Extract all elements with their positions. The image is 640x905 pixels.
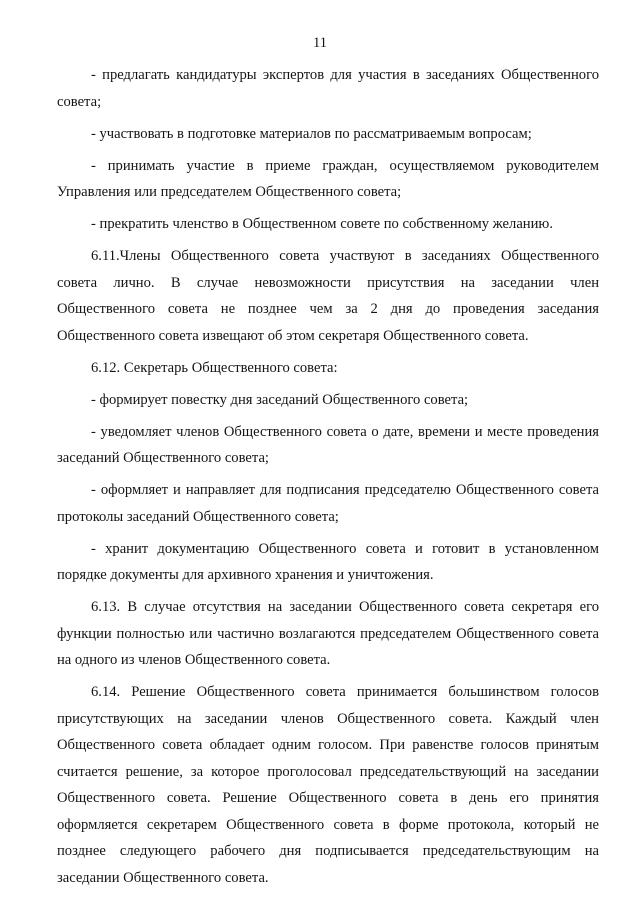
page-number: 11 <box>313 35 327 51</box>
paragraph-6-14: 6.14. Решение Общественного совета принимается большинством голосов присутствующих на заседании членов Общественного совета. Каждый член Общественного совета обладает одним голосом. При равенстве голосов принятым считается решение, за которое проголосовал председательствующий на заседании Общественного совета. Решение Общественного совета в день его принятия оформляется секретарем Общественного совета в форме протокола, который не позднее следующего рабочего дня подписывается председательствующим на заседании Общественного совета. <box>57 684 599 886</box>
paragraph-6-12: 6.12. Секретарь Общественного совета: <box>91 359 338 376</box>
paragraph-6-11: 6.11.Члены Общественного совета участвуют в заседаниях Общественного совета лично. В случае невозможности присутствия на заседании член Общественного совета не позднее чем за 2 дня до проведения заседания Общественного совета извещают об этом секретаря Общественного совета. <box>57 248 599 344</box>
paragraph-propose-experts: - предлагать кандидатуры экспертов для участия в заседаниях Общественного совета; <box>57 67 599 110</box>
paragraph-terminate-membership: - прекратить членство в Общественном совете по собственному желанию. <box>91 216 553 232</box>
paragraph-agenda: - формирует повестку дня заседаний Общественного совета; <box>91 391 469 408</box>
paragraph-notify-members: - уведомляет членов Общественного совета о дате, времени и месте проведения заседаний Общественного совета; <box>57 423 599 466</box>
paragraph-protocols: - оформляет и направляет для подписания председателю Общественного совета протоколы заседаний Общественного совета; <box>57 482 599 525</box>
paragraph-prepare-materials: - участвовать в подготовке материалов по рассматриваемым вопросам; <box>91 125 532 142</box>
document-body <box>57 62 599 897</box>
paragraph-6-13: 6.13. В случае отсутствия на заседании Общественного совета секретаря его функции полностью или частично возлагаются председателем Общественного совета на одного из членов Общественного совета. <box>57 599 599 668</box>
paragraph-citizen-reception: - принимать участие в приеме граждан, осуществляемом руководителем Управления или председателем Общественного совета; <box>57 157 599 200</box>
paragraph-documentation: - хранит документацию Общественного совета и готовит в установленном порядке документы для архивного хранения и уничтожения. <box>57 540 599 583</box>
